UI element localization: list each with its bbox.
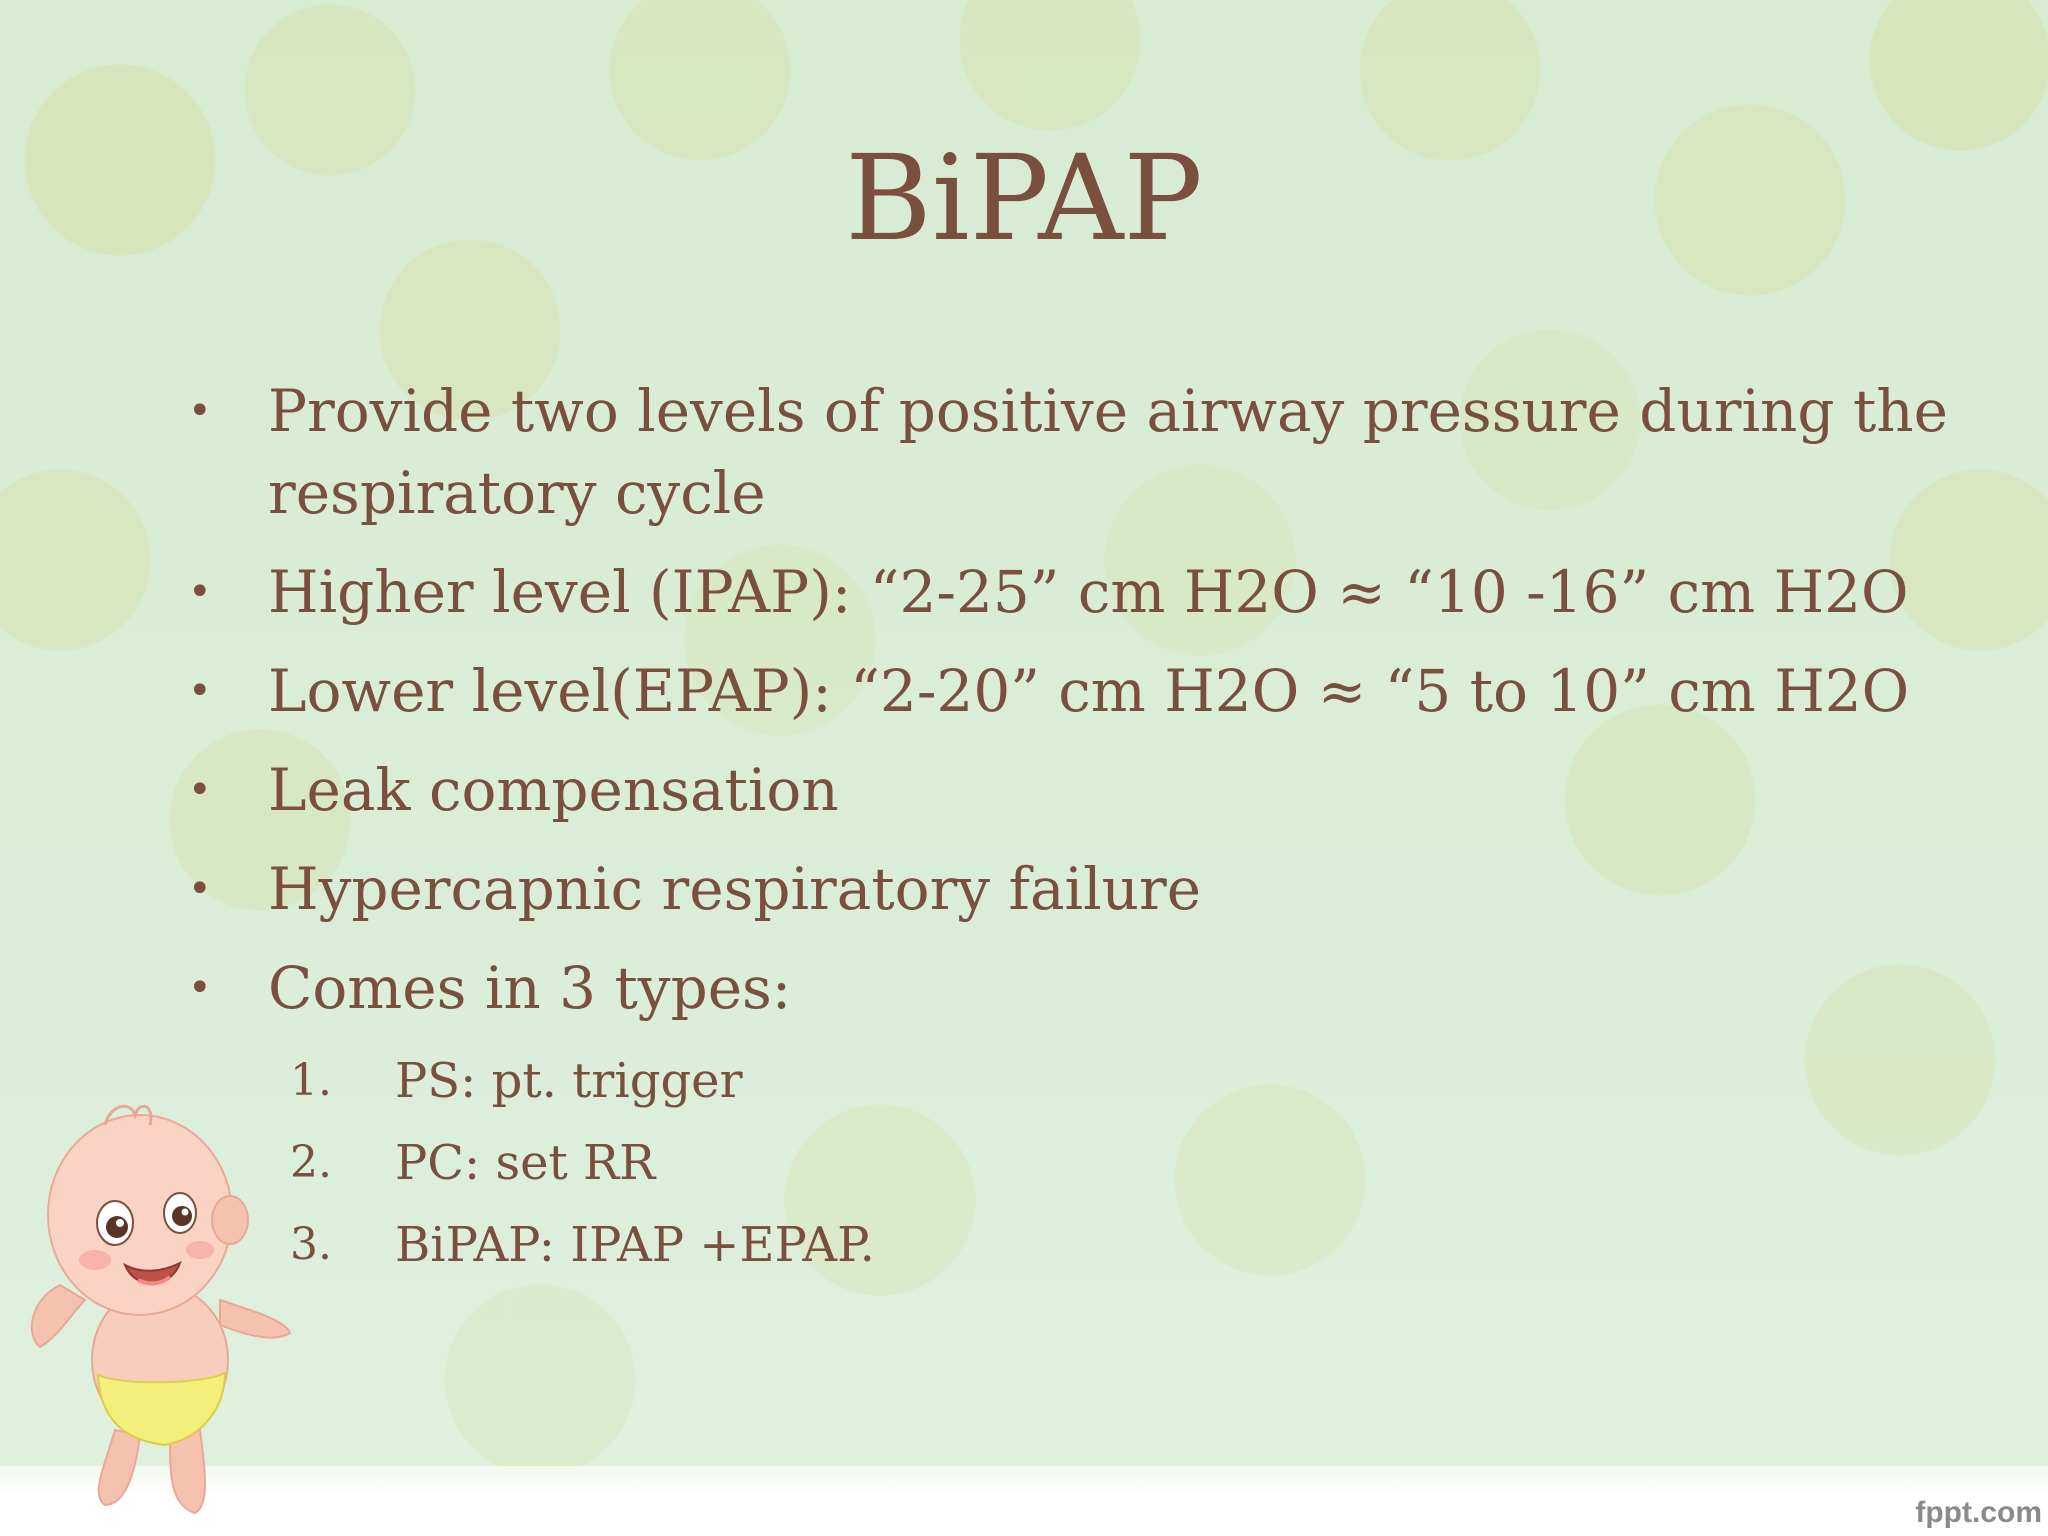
- bullet-list: [0, 370, 2048, 1046]
- watermark-text: fppt.com: [1915, 1496, 2042, 1529]
- bullet-text: Hypercapnic respiratory failure: [268, 855, 1202, 923]
- bullet-text: Leak compensation: [268, 756, 839, 824]
- sublist-text: PS: pt. trigger: [395, 1053, 743, 1109]
- sublist-number: 2.: [290, 1137, 332, 1188]
- bullet-text: Higher level (IPAP): “2-25” cm H2O ≈ “10 -16” cm H2O: [268, 558, 1909, 626]
- bullet-marker: •: [188, 866, 212, 912]
- bullet-item: [0, 370, 2048, 534]
- bullet-item: [0, 848, 2048, 930]
- sublist-number: 3.: [290, 1219, 332, 1270]
- sublist-number: 1.: [290, 1055, 332, 1106]
- bullet-marker: •: [188, 767, 212, 813]
- bullet-text: Provide two levels of positive airway pressure during the respiratory cycle: [268, 377, 1948, 527]
- bullet-item: [0, 650, 2048, 732]
- bullet-marker: •: [188, 388, 212, 434]
- bullet-item: [0, 749, 2048, 831]
- bullet-item: [0, 947, 2048, 1029]
- bullet-marker: •: [188, 965, 212, 1011]
- bullet-marker: •: [188, 569, 212, 615]
- bullet-marker: •: [188, 668, 212, 714]
- sublist-text: BiPAP: IPAP +EPAP.: [395, 1217, 875, 1273]
- baby-illustration: [20, 1085, 310, 1525]
- bullet-text: Lower level(EPAP): “2-20” cm H2O ≈ “5 to 10” cm H2O: [268, 657, 1910, 725]
- bullet-text: Comes in 3 types:: [268, 954, 792, 1022]
- sublist-text: PC: set RR: [395, 1135, 656, 1191]
- slide-title: BiPAP: [845, 129, 1203, 267]
- bullet-item: [0, 551, 2048, 633]
